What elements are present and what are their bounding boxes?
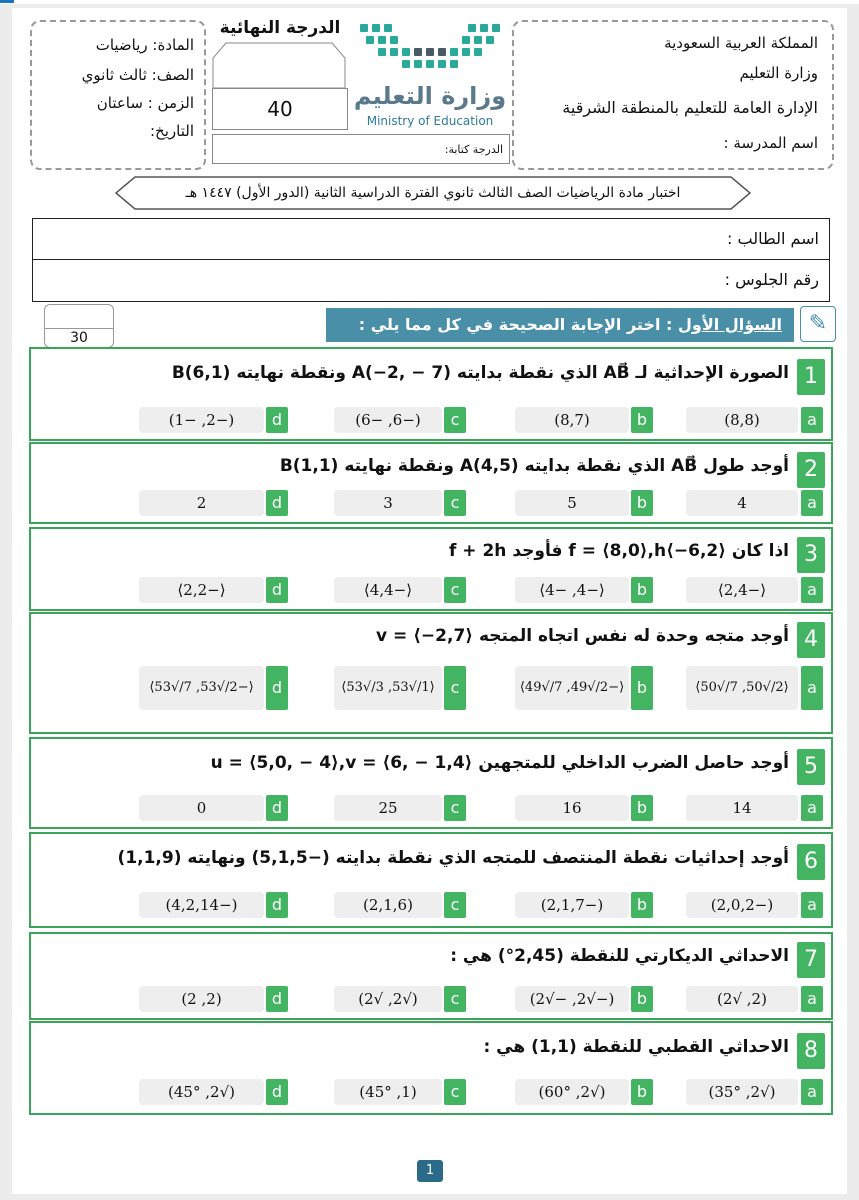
question-text: أوجد حاصل الضرب الداخلي للمتجهين u = ⟨5,0, − 4⟩,v = ⟨6, − 1,4⟩ <box>210 753 789 773</box>
header-right-box <box>512 20 834 170</box>
option-c-label[interactable]: c <box>444 892 466 918</box>
question-number: 1 <box>797 359 825 395</box>
option-d-label[interactable]: d <box>266 407 288 433</box>
option-b[interactable]: (−√2, −√2) <box>515 986 629 1012</box>
option-a-label[interactable]: a <box>801 490 823 516</box>
option-c-label[interactable]: c <box>444 1079 466 1105</box>
question-5 <box>29 737 833 829</box>
final-grade-title: الدرجة النهائية <box>219 18 341 38</box>
exam-title: اختبار مادة الرياضيات الصف الثالث ثانوي الفترة الدراسية الثانية (الدور الأول) ١٤٤٧ هـ <box>185 185 681 201</box>
question-number: 7 <box>797 942 825 978</box>
option-d-label[interactable]: d <box>266 1079 288 1105</box>
option-d[interactable]: ⟨−2/√53, 7/√53⟩ <box>139 666 264 710</box>
seat-number-label: رقم الجلوس : <box>724 270 819 289</box>
question-text: الصورة الإحداثية لـ AB⃗ الذي نقطة بدايته A(−2, − 7) ونقطة نهايته B(6,1) <box>171 363 789 383</box>
option-d-label[interactable]: d <box>266 577 288 603</box>
option-b[interactable]: 5 <box>515 490 629 516</box>
option-d[interactable]: (−4,2,14) <box>139 892 264 918</box>
grade-hex-frame <box>212 42 346 88</box>
logo-english-text: Ministry of Education <box>366 114 494 128</box>
school-label: اسم المدرسة : <box>723 134 818 152</box>
option-a[interactable]: 14 <box>686 795 798 821</box>
option-c-label[interactable]: c <box>444 666 466 710</box>
option-a-label[interactable]: a <box>801 666 823 710</box>
option-c-label[interactable]: c <box>444 795 466 821</box>
logo-arabic-text: وزارة التعليم <box>353 82 507 110</box>
option-a-label[interactable]: a <box>801 986 823 1012</box>
option-d-label[interactable]: d <box>266 795 288 821</box>
directorate-label: الإدارة العامة للتعليم بالمنطقة الشرقية <box>562 98 818 117</box>
option-d-label[interactable]: d <box>266 986 288 1012</box>
option-a-label[interactable]: a <box>801 407 823 433</box>
page-number: 1 <box>417 1160 443 1182</box>
question-6 <box>29 832 833 928</box>
question-text: أوجد طول AB⃗ الذي نقطة بدايته A(4,5) ونقطة نهايته B(1,1) <box>279 456 789 476</box>
option-c[interactable]: (√2, √2) <box>334 986 442 1012</box>
grade-in-words-box <box>212 134 510 164</box>
option-d[interactable]: (−2, −1) <box>139 407 264 433</box>
option-a[interactable]: (√2, 35°) <box>686 1079 798 1105</box>
section-instruction: : اختر الإجابة الصحيحة في كل مما يلي : <box>358 315 673 334</box>
option-b-label[interactable]: b <box>631 986 653 1012</box>
option-d[interactable]: ⟨−2,2⟩ <box>139 577 264 603</box>
final-grade-value: 40 <box>212 88 348 130</box>
option-a-label[interactable]: a <box>801 1079 823 1105</box>
option-a-label[interactable]: a <box>801 892 823 918</box>
question-number: 2 <box>797 452 825 488</box>
question-number: 6 <box>797 844 825 880</box>
option-c-label[interactable]: c <box>444 490 466 516</box>
question-1 <box>29 347 833 441</box>
option-a[interactable]: ⟨2/√50, 7/√50⟩ <box>686 666 798 710</box>
student-info-table <box>32 218 830 302</box>
option-d[interactable]: 0 <box>139 795 264 821</box>
option-c[interactable]: (2,1,6) <box>334 892 442 918</box>
section-score-box <box>44 304 114 348</box>
question-number: 4 <box>797 622 825 658</box>
subject-label: المادة: رياضيات <box>95 36 194 54</box>
ministry-logo <box>352 20 508 138</box>
question-text: الاحداثي القطبي للنقطة (1,1) هي : <box>483 1037 789 1057</box>
question-4 <box>29 612 833 734</box>
header-left-box <box>30 20 206 170</box>
option-b-label[interactable]: b <box>631 666 653 710</box>
pencil-icon: ✎ <box>800 306 836 342</box>
option-c-label[interactable]: c <box>444 407 466 433</box>
question-number: 5 <box>797 749 825 785</box>
option-a[interactable]: 4 <box>686 490 798 516</box>
section-header <box>326 308 794 342</box>
question-text: اذا كان f = ⟨8,0⟩,h⟨−6,2⟩ فأوجد f + 2h <box>448 541 789 561</box>
option-d-label[interactable]: d <box>266 666 288 710</box>
option-b[interactable]: 16 <box>515 795 629 821</box>
ministry-logo-icon <box>352 20 508 82</box>
option-d[interactable]: (√2, 45°) <box>139 1079 264 1105</box>
option-b[interactable]: (8,7) <box>515 407 629 433</box>
option-c[interactable]: 3 <box>334 490 442 516</box>
option-b[interactable]: (√2, 60°) <box>515 1079 629 1105</box>
option-c[interactable]: ⟨1/√53, 3/√53⟩ <box>334 666 442 710</box>
option-b-label[interactable]: b <box>631 490 653 516</box>
date-label: التاريخ: <box>150 122 194 140</box>
option-b[interactable]: ⟨−2/√49, 7/√49⟩ <box>515 666 629 710</box>
option-a-label[interactable]: a <box>801 577 823 603</box>
option-b-label[interactable]: b <box>631 892 653 918</box>
question-text: أوجد إحداثيات نقطة المنتصف للمتجه الذي نقطة بدايته (−5,1,5) ونهايته (1,1,9) <box>117 848 789 868</box>
option-b-label[interactable]: b <box>631 407 653 433</box>
option-c-label[interactable]: c <box>444 986 466 1012</box>
option-d-label[interactable]: d <box>266 490 288 516</box>
grade-label: الصف: ثالث ثانوي <box>81 66 194 84</box>
option-a[interactable]: (−2,0,2) <box>686 892 798 918</box>
section-title: السؤال الأول <box>678 315 782 334</box>
option-b-label[interactable]: b <box>631 577 653 603</box>
grade-in-words-label: الدرجة كتابة: <box>444 143 503 156</box>
question-number: 3 <box>797 537 825 573</box>
option-d-label[interactable]: d <box>266 892 288 918</box>
option-a[interactable]: (2, √2) <box>686 986 798 1012</box>
question-number: 8 <box>797 1033 825 1069</box>
student-name-label: اسم الطالب : <box>727 229 819 248</box>
top-accent <box>0 0 859 4</box>
section-score-value: 30 <box>45 328 113 347</box>
question-text: الاحداثي الديكارتي للنقطة (2,45°) هي : <box>450 946 789 966</box>
ministry-label: وزارة التعليم <box>739 64 818 82</box>
student-name-row[interactable] <box>33 219 829 260</box>
option-a[interactable]: (8,8) <box>686 407 798 433</box>
option-b[interactable]: (−2,1,7) <box>515 892 629 918</box>
option-c-label[interactable]: c <box>444 577 466 603</box>
option-b[interactable]: ⟨−4, −4⟩ <box>515 577 629 603</box>
option-a[interactable]: ⟨−2,4⟩ <box>686 577 798 603</box>
kingdom-label: المملكة العربية السعودية <box>664 34 818 52</box>
option-c[interactable]: (1, 45°) <box>334 1079 442 1105</box>
question-2 <box>29 442 833 524</box>
question-3 <box>29 527 833 611</box>
seat-number-row[interactable] <box>33 260 829 300</box>
option-c[interactable]: 25 <box>334 795 442 821</box>
question-text: أوجد متجه وحدة له نفس اتجاه المتجه v = ⟨−2,7⟩ <box>376 626 789 646</box>
option-d[interactable]: 2 <box>139 490 264 516</box>
option-c[interactable]: (−6, −6) <box>334 407 442 433</box>
time-label: الزمن : ساعتان <box>96 94 194 112</box>
option-c[interactable]: ⟨−4,4⟩ <box>334 577 442 603</box>
option-d[interactable]: (2, 2) <box>139 986 264 1012</box>
option-b-label[interactable]: b <box>631 1079 653 1105</box>
option-b-label[interactable]: b <box>631 795 653 821</box>
option-a-label[interactable]: a <box>801 795 823 821</box>
question-8 <box>29 1021 833 1115</box>
question-7 <box>29 932 833 1020</box>
